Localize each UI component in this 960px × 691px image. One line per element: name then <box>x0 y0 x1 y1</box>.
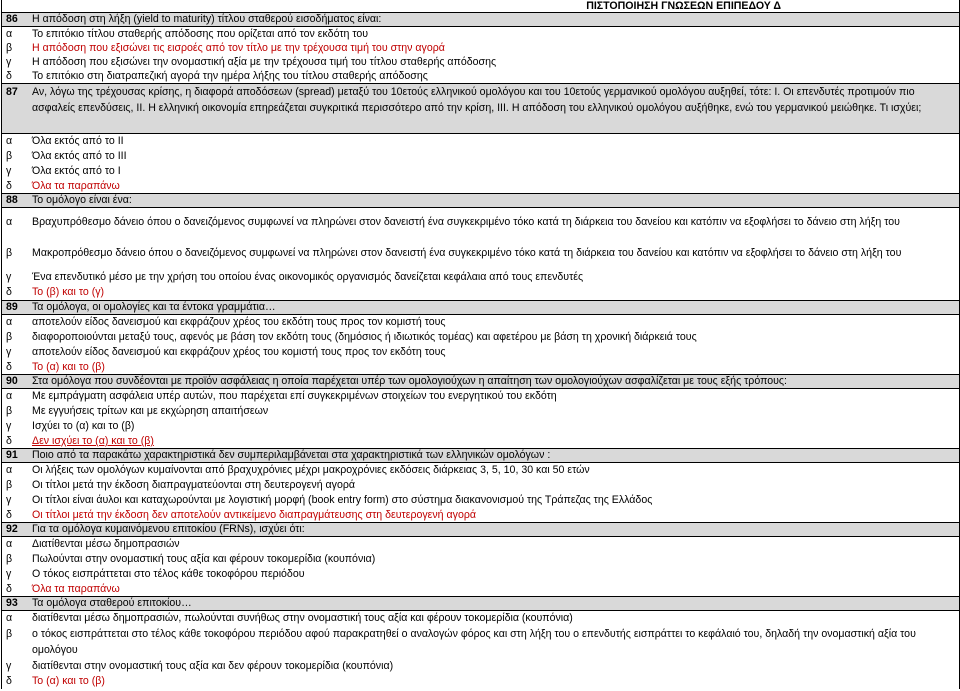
question-number: 92 <box>6 523 18 535</box>
option-row <box>2 345 959 360</box>
option-letter: β <box>6 42 13 54</box>
option-text: Οι τίτλοι μετά την έκδοση διαπραγματεύονται στη δευτερογενή αγορά <box>32 479 356 491</box>
option-row <box>2 659 959 674</box>
option-letter: β <box>6 628 13 640</box>
option-letter: δ <box>6 70 12 82</box>
option-letter: β <box>6 553 13 565</box>
option-text: Το (α) και το (β) <box>32 675 105 687</box>
option-text: Δεν ισχύει το (α) και το (β) <box>32 435 154 447</box>
option-letter: γ <box>6 165 12 177</box>
question-list <box>2 12 959 689</box>
option-row <box>2 27 959 41</box>
option-letter: δ <box>6 180 12 192</box>
option-row <box>2 508 959 522</box>
question-text: Για τα ομόλογα κυμαινόμενου επιτοκίου (FRNs), ισχύει ότι: <box>32 523 305 535</box>
option-letter: γ <box>6 568 12 580</box>
option-text: Οι τίτλοι είναι άυλοι και καταχωρούνται με λογιστική μορφή (book entry form) στο σύστημα διακανονισμού της Τράπεζας της Ελλάδος <box>32 494 653 506</box>
option-row <box>2 389 959 404</box>
option-text: Μακροπρόθεσμο δάνειο όπου ο δανειζόμενος συμφωνεί να πληρώνει στον δανειστή ένα συγκεκριμένο τόκο κατά τη διάρκεια του δανείου και κατόπιν να εξοφλήσει το δάνειο στη λήξη του <box>32 247 902 259</box>
option-text: Διατίθενται μέσω δημοπρασιών <box>32 538 180 550</box>
question-text: Τα ομόλογα, οι ομολογίες και τα έντοκα γραμμάτια… <box>32 301 276 313</box>
question-number: 90 <box>6 375 18 387</box>
option-text: αποτελούν είδος δανεισμού και εκφράζουν χρέος του εκδότη τους προς τον κομιστή τους <box>32 316 446 328</box>
option-letter: α <box>6 216 13 228</box>
option-row <box>2 41 959 55</box>
question-text: Η απόδοση στη λήξη (yield to maturity) τίτλου σταθερού εισοδήματος είναι: <box>32 13 382 25</box>
option-text: Όλα τα παραπάνω <box>32 180 120 192</box>
option-letter: α <box>6 538 13 550</box>
option-letter: γ <box>6 346 12 358</box>
option-letter: δ <box>6 675 12 687</box>
question-row <box>2 448 959 463</box>
option-text: Η απόδοση που εξισώνει την ονομαστική αξία με την τρέχουσα τιμή του τίτλου σταθερής απόδοσης <box>32 56 497 68</box>
question-row <box>2 374 959 389</box>
question-row <box>2 193 959 208</box>
option-text: Ο τόκος εισπράττεται στο τέλος κάθε τοκοφόρου περιόδου <box>32 568 305 580</box>
option-text: Όλα εκτός από το ΙΙΙ <box>32 150 127 162</box>
option-row <box>2 69 959 83</box>
option-text: Το (β) και το (γ) <box>32 286 105 298</box>
option-letter: β <box>6 331 13 343</box>
question-text: Ποιο από τα παρακάτω χαρακτηριστικά δεν συμπεριλαμβάνεται στα χαρακτηριστικά των ελληνικών ομολόγων : <box>32 449 551 461</box>
option-row <box>2 208 959 236</box>
question-text: Τα ομόλογα σταθερού επιτοκίου… <box>32 597 192 609</box>
question-row <box>2 522 959 537</box>
option-letter: α <box>6 135 13 147</box>
question-number: 91 <box>6 449 18 461</box>
option-text: Όλα εκτός από το Ι <box>32 165 121 177</box>
option-text: διατίθενται μέσω δημοπρασιών, πωλούνται συνήθως στην ονομαστική τους αξία και φέρουν τοκομερίδια (κουπόνια) <box>32 612 573 624</box>
option-row <box>2 611 959 626</box>
question-row <box>2 83 959 134</box>
option-letter: α <box>6 464 13 476</box>
option-letter: δ <box>6 286 12 298</box>
option-row <box>2 493 959 508</box>
option-letter: δ <box>6 583 12 595</box>
option-letter: γ <box>6 494 12 506</box>
option-row <box>2 270 959 285</box>
question-row <box>2 300 959 315</box>
page-title: ΠΙΣΤΟΠΟΙΗΣΗ ΓΝΩΣΕΩΝ ΕΠΙΠΕΔΟΥ Δ <box>586 0 781 12</box>
option-row <box>2 164 959 179</box>
option-letter: β <box>6 479 13 491</box>
option-row <box>2 419 959 434</box>
option-letter: γ <box>6 56 12 68</box>
option-text: Η απόδοση που εξισώνει τις εισροές από τον τίτλο με την τρέχουσα τιμή του στην αγορά <box>32 42 445 54</box>
option-row <box>2 179 959 193</box>
question-text: Στα ομόλογα που συνδέονται με προϊόν ασφάλειας η οποία παρέχεται υπέρ των ομολογιούχων η απαίτηση των ομολογιούχων ασφαλίζεται με τους εξής τρόπους: <box>32 375 787 387</box>
question-number: 89 <box>6 301 18 313</box>
option-row <box>2 149 959 164</box>
option-row <box>2 404 959 419</box>
option-text: Ισχύει το (α) και το (β) <box>32 420 135 432</box>
option-letter: α <box>6 28 13 40</box>
option-text: διαφοροποιούνται μεταξύ τους, αφενός με βάση τον εκδότη τους (δημόσιος ή ιδιωτικός τομέας) και αφετέρου με βάση τη χρονική διάρκειά τους <box>32 331 697 343</box>
option-letter: β <box>6 150 13 162</box>
option-row <box>2 537 959 552</box>
option-row <box>2 330 959 345</box>
option-text: Με εγγυήσεις τρίτων και με εκχώρηση απαιτήσεων <box>32 405 269 417</box>
option-letter: δ <box>6 435 12 447</box>
option-letter: δ <box>6 361 12 373</box>
option-text: Όλα εκτός από το ΙΙ <box>32 135 124 147</box>
option-row <box>2 674 959 689</box>
option-text: αποτελούν είδος δανεισμού και εκφράζουν χρέος του κομιστή τους προς τον εκδότη τους <box>32 346 446 358</box>
option-row <box>2 567 959 582</box>
option-letter: β <box>6 405 13 417</box>
option-row <box>2 360 959 374</box>
option-row <box>2 478 959 493</box>
option-letter: γ <box>6 271 12 283</box>
question-number: 86 <box>6 13 18 25</box>
option-text: ο τόκος εισπράττεται στο τέλος κάθε τοκοφόρου περιόδου αφού παρακρατηθεί ο αναλογών φόρος και στη λήξη του ο επενδυτής εισπράττει το κεφάλαιό του, δηλαδή την ονομαστική αξία του ομολόγου <box>32 628 916 656</box>
option-letter: γ <box>6 660 12 672</box>
option-row <box>2 315 959 330</box>
question-number: 88 <box>6 194 18 206</box>
question-number: 93 <box>6 597 18 609</box>
option-row <box>2 236 959 270</box>
option-text: Πωλούνται στην ονομαστική τους αξία και φέρουν τοκομερίδια (κουπόνια) <box>32 553 376 565</box>
question-text: Το ομόλογο είναι ένα: <box>32 194 132 206</box>
option-row <box>2 582 959 596</box>
option-letter: α <box>6 390 13 402</box>
option-text: Βραχυπρόθεσμο δάνειο όπου ο δανειζόμενος συμφωνεί να πληρώνει στον δανειστή ένα συγκεκριμένο τόκο κατά τη διάρκεια του δανείου και κατόπιν να εξοφλήσει το δάνειο στη λήξη του <box>32 216 900 228</box>
option-letter: β <box>6 247 13 259</box>
option-row <box>2 55 959 69</box>
question-row <box>2 596 959 611</box>
document-sheet <box>1 0 960 689</box>
option-row <box>2 134 959 149</box>
option-letter: γ <box>6 420 12 432</box>
option-text: διατίθενται στην ονομαστική τους αξία και δεν φέρουν τοκομερίδια (κουπόνια) <box>32 660 394 672</box>
option-row <box>2 434 959 448</box>
option-row <box>2 552 959 567</box>
option-text: Το επιτόκιο τίτλου σταθερής απόδοσης που ορίζεται από τον εκδότη του <box>32 28 369 40</box>
option-text: Με εμπράγματη ασφάλεια υπέρ αυτών, που παρέχεται επί συγκεκριμένων στοιχείων του ενεργητικού του εκδότη <box>32 390 557 402</box>
question-row <box>2 12 959 27</box>
option-text: Το επιτόκιο στη διατραπεζική αγορά την ημέρα λήξης του τίτλου σταθερής απόδοσης <box>32 70 428 82</box>
option-row <box>2 626 959 659</box>
option-letter: α <box>6 316 13 328</box>
option-text: Όλα τα παραπάνω <box>32 583 120 595</box>
question-text: Αν, λόγω της τρέχουσας κρίσης, η διαφορά αποδόσεων (spread) μεταξύ του 10ετούς ελληνικού ομολόγου και του 10ετούς γερμανικού ομολόγου αυξηθεί, τότε: Ι. Οι επενδυτές προτιμούν πιο ασφαλείς επενδύσεις, ΙΙ. Η ελληνική οικονομία επηρεάζεται συγκριτικά περισσότερο από την κρίση, ΙΙΙ. Η απόδοση του ελληνικού ομολόγου αυξήθηκε, ενώ του γερμανικού μειώθηκε. Τι ισχύει; <box>32 86 922 114</box>
option-text: Οι λήξεις των ομολόγων κυμαίνονται από βραχυχρόνιες μέχρι μακροχρόνιες εκδόσεις διάρκειας 3, 5, 10, 30 και 50 ετών <box>32 464 590 476</box>
option-letter: δ <box>6 509 12 521</box>
option-text: Οι τίτλοι μετά την έκδοση δεν αποτελούν αντικείμενο διαπραγμάτευσης στη δευτερογενή αγορά <box>32 509 476 521</box>
option-letter: α <box>6 612 13 624</box>
option-row <box>2 285 959 300</box>
option-text: Ένα επενδυτικό μέσο με την χρήση του οποίου ένας οικονομικός οργανισμός δανείζεται κεφάλαια από τους επενδυτές <box>32 271 584 283</box>
option-text: Το (α) και το (β) <box>32 361 105 373</box>
question-number: 87 <box>6 86 18 98</box>
option-row <box>2 463 959 478</box>
